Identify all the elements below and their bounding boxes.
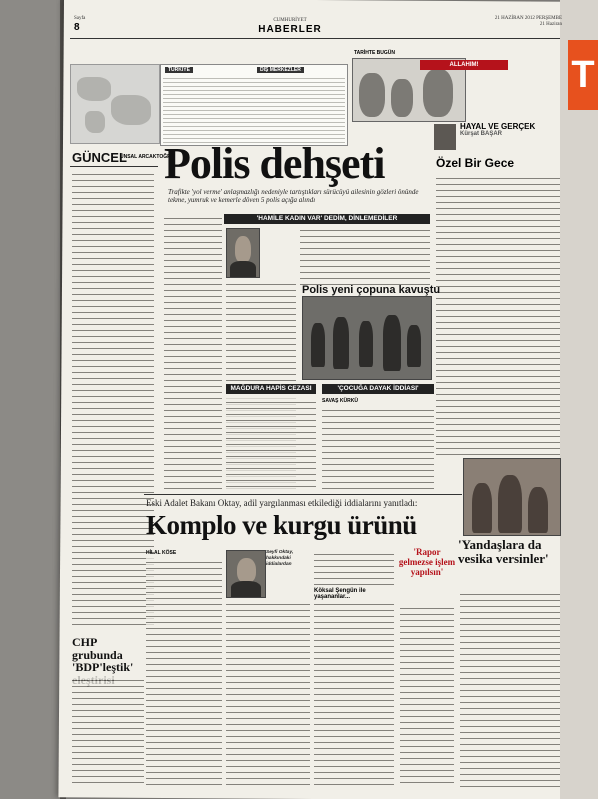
columnist-photo: [434, 124, 456, 150]
page-number: 8: [74, 21, 81, 33]
lower-body-col3a: [314, 550, 394, 586]
oktay-photo: [226, 550, 266, 598]
ozel-title: Özel Bir Gece: [436, 156, 515, 170]
ozel-body-text: [436, 174, 560, 456]
rapor-body-text: [400, 604, 454, 788]
lower-body-col2: [226, 600, 310, 788]
table-rows: [163, 75, 345, 143]
cartoon-figure: [359, 73, 385, 117]
box-head-child: 'ÇOCUĞA DAYAK İDDİASI': [322, 384, 434, 394]
lower-byline: HİLAL KÖSE: [146, 550, 177, 556]
box-head-penalty: MAĞDURA HAPİS CEZASI: [226, 384, 316, 394]
photo-person: [498, 475, 522, 533]
box2-byline: SAVAŞ KÜRKÜ: [322, 398, 358, 404]
page-date: 21 HAZİRAN 2012 PERŞEMBE: [494, 16, 562, 21]
photo-person: [407, 325, 421, 367]
chp-headline: CHP grubunda 'BDP'leştik': [72, 635, 134, 675]
photo-person: [383, 315, 401, 371]
header-rule: [70, 38, 560, 39]
guncel-body-text: [72, 170, 154, 630]
hayal-column-head: [460, 122, 588, 137]
photo-person: [311, 323, 325, 367]
victim-photo: [226, 228, 260, 278]
page-subdate: 21 Haziran: [539, 21, 562, 27]
photo-person: [528, 487, 548, 533]
child-photo: [463, 458, 561, 536]
photo-body: [230, 261, 256, 277]
hayal-title: HAYAL VE GERÇEK: [460, 122, 536, 131]
cartoon-figure: [391, 79, 413, 117]
lower-body-col1: [146, 558, 222, 788]
cartoon-figure: [423, 69, 453, 117]
police-kicker: Polis yeni çopuna kavuştu: [302, 284, 441, 296]
page-header-right: [452, 16, 562, 27]
page-label: Sayfa: [74, 16, 86, 21]
police-photo: [302, 296, 432, 380]
lower-headline: Komplo ve kurgu ürünü: [146, 510, 417, 540]
table-title-foreign: DIŞ MERKEZLER: [257, 67, 304, 73]
main-headline: Polis dehşeti: [164, 139, 385, 188]
yandas-headline: 'Yandaşlara da vesika versinler': [458, 537, 549, 566]
weather-map: [70, 64, 160, 144]
magazine-edge: [560, 0, 598, 799]
map-landmass: [85, 111, 105, 133]
child-body-text: [322, 406, 434, 490]
main-lead: Trafikte 'yol verme' anlaşmazlığı nedeniyle tartıştıkları sürücüyü ailesinin gözleri önünde tekme, yumruk ve kemerle döven 5 polis açığa alındı: [168, 188, 419, 205]
yandas-body-text: [460, 590, 560, 788]
photo-person: [333, 317, 349, 369]
weather-tables: [160, 64, 348, 146]
magazine-logo: T: [568, 40, 598, 110]
penalty-body-text: [226, 398, 316, 490]
lower-superhead: Eski Adalet Bakanı Oktay, adil yargılanması etkilediği iddialarını yanıtladı:: [146, 498, 418, 508]
rapor-headline: 'Rapor gelmezse işlem yapılsın': [398, 547, 456, 577]
story-body-col3: [300, 226, 430, 286]
cartoon-title: TARİHTE BUGÜN: [354, 50, 396, 56]
map-landmass: [77, 77, 111, 101]
photo-face: [237, 558, 256, 583]
lower-rule: [144, 494, 462, 495]
koksal-kicker: Köksal Şengün ile yaşananlar...: [314, 588, 366, 600]
photo-person: [359, 321, 373, 367]
guncel-title: GÜNCEL: [72, 150, 127, 165]
lower-body-col3b: [314, 600, 394, 788]
page-header-left: [74, 16, 134, 33]
photo-body: [231, 581, 261, 597]
photo-face: [235, 236, 251, 262]
brand-name: CUMHURİYET: [273, 18, 307, 23]
map-landmass: [111, 95, 151, 125]
guncel-author: ÜNSAL ARCAKTOĞRU: [120, 154, 175, 160]
quote-bar: 'HAMİLE KADIN VAR' DEDİM, DİNLEMEDİLER: [224, 214, 430, 224]
hayal-author: Kürşat BAŞAR: [460, 131, 503, 137]
photo-person: [472, 483, 492, 533]
section-name: HABERLER: [258, 23, 322, 35]
chp-body-text: [72, 676, 144, 788]
story-body-col1: [164, 214, 222, 490]
column-rule: [70, 166, 158, 167]
table-title-turkey: TÜRKİYE: [165, 67, 193, 73]
oktay-caption: Seyfi Oktay, hakkındaki iddialardan: [266, 550, 294, 567]
cartoon-banner: ALLAHIM!: [420, 60, 508, 70]
page-header-center: [230, 18, 350, 35]
